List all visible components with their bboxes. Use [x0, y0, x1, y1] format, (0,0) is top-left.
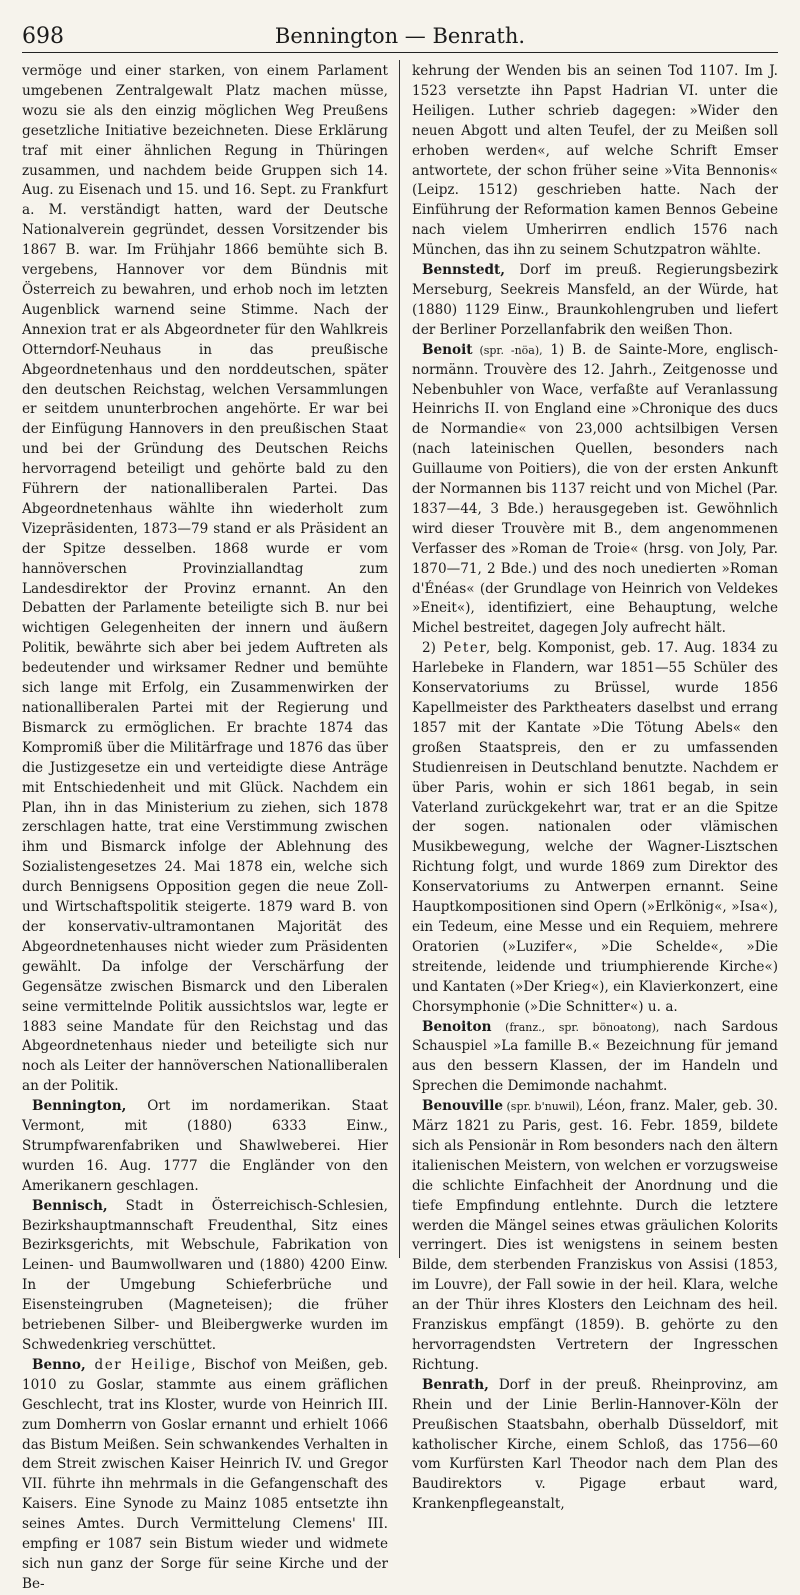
entry-headword: Benno,: [32, 1356, 86, 1373]
entry-number: 2): [422, 640, 436, 657]
page-header: [22, 18, 778, 53]
entry-headword: Bennington,: [32, 1098, 127, 1115]
entry-text: Bischof von Meißen, geb. 1010 zu Goslar, stammte aus einem gräflichen Geschlecht, trat ins Kloster, wurde von Heinrich III. zum Domherrn von Goslar ernannt und erhielt 1066 das Bistum Meißen. Sein schwankendes Verhalten in dem Streit zwischen Kaiser Heinrich IV. und Gregor VII. führte ihn mehrmals in die Gefangenschaft des Kaisers. Eine Synode zu Mainz 1085 entsetzte ihn seines Amtes. Durch Vermittelung Clemens' III. empfing er 1087 sein Bistum wieder und widmete sich nun ganz der Sorge für seine Kirche und der Be-: [22, 1356, 388, 1592]
entry-text: belg. Komponist, geb. 17. Aug. 1834 zu Harlebeke in Flandern, war 1851—55 Schüler des Konservatoriums zu Brüssel, wurde 1856 Kapellmeister des Parktheaters daselbst und errang 1857 mit der Kantate »Die Tötung Abels« den großen Staatspreis, den er zu umfassenden Studienreisen in Deutschland benutzte. Nachdem er über Paris, wohin er sich 1861 begab, in sein Vaterland zurückgekehrt war, trat er an die Spitze der sogen. nationalen oder vlämischen Musikbewegung, welche der Wagner-Lisztschen Richtung folgt, und wurde 1869 zum Direktor des Konservatoriums zu Antwerpen ernannt. Seine Hauptkompositionen sind Opern (»Erlkönig«, »Isa«), ein Tedeum, eine Messe und ein Requiem, mehrere Oratorien (»Luzifer«, »Die Schelde«, »Die streitende, leidende und triumphierende Kirche«) und Kantaten (»Der Krieg«), ein Klavierkonzert, eine Chorsymphonie (»Die Schnitter«) u. a.: [412, 640, 778, 1015]
entry-text: nach Sardous Schauspiel »La famille B.« Bezeichnung für jemand aus den bessern Klassen, der im Handeln und Sprechen die Demimonde nachahmt.: [412, 1018, 778, 1095]
entry-text: Léon, franz. Maler, geb. 30. März 1821 zu Paris, gest. 16. Febr. 1859, bildete sich als Pensionär in Rom besonders nach den ältern italienischen Meistern, von welchen er vorzugsweise die schlichte Einfachheit der Anordnung und die tiefe Empfindung entlehnte. Durch die letztere werden die Mängel seines etwas gräulichen Kolorits verringert. Dies ist wenigstens in seinem besten Bilde, dem sterbenden Franziskus von Assisi (1853, im Louvre), der Fall sowie in der heil. Klara, welche an der Thür ihres Klosters den Leichnam des heil. Franziskus empfängt (1859). B. gehörte zu den hervorragendsten Vertretern der Ingresschen Richtung.: [412, 1098, 778, 1373]
entry-text: Ort im nordamerikan. Staat Vermont, mit (1880) 6333 Einw., Strumpfwarenfabriken und Shawlweberei. Hier wurden 16. Aug. 1777 die Engländer von den Amerikanern geschlagen.: [22, 1098, 388, 1194]
right-column: [412, 62, 778, 1515]
entry-text: 1) B. de Sainte-More, englisch-normänn. Trouvère des 12. Jahrh., Zeitgenosse und Nebenbuhler von Wace, verfaßte auf Veranlassung Heinrichs II. von England eine »Chronique des ducs de Normandie« von 23,000 achtsilbigen Versen (nach lateinischen Quellen, besonders nach Guillaume von Poitiers), die von der ersten Ankunft der Normannen bis 1137 reicht und von Michel (Par. 1837—44, 3 Bde.) herausgegeben ist. Gewöhnlich wird dieser Trouvère mit B., dem angenommenen Verfasser des »Roman de Troie« (hrsg. von Joly, Par. 1870—71, 2 Bde.) und des noch unedierten »Roman d'Énéas« (der Grundlage von Heinrich von Veldekes »Eneit«), identifiziert, eine Behauptung, welche Michel bestreitet, dagegen Joly aufrecht hält.: [412, 341, 778, 637]
entry-bennstedt: [412, 261, 778, 341]
running-title: Bennington — Benrath.: [274, 24, 526, 48]
entry-bennington: [22, 1097, 388, 1197]
entry-headword: Benoiton: [422, 1018, 492, 1035]
entry-text: Dorf in der preuß. Rheinprovinz, am Rhein und der Linie Berlin-Hannover-Köln der Preußischen Staatsbahn, oberhalb Düsseldorf, mit katholischer Kirche, einem Schloß, das 1756—60 vom Kurfürsten Karl Theodor nach dem Plan des Baudirektors v. Pigage erbaut ward, Krankenpflegeanstalt,: [412, 1376, 778, 1513]
entry-headword: Bennisch,: [32, 1197, 108, 1214]
entry-headword: Benouville: [422, 1098, 504, 1115]
entry-headword: Benoit: [422, 341, 473, 358]
entry-benoiton: [412, 1018, 778, 1098]
continued-paragraph: kehrung der Wenden bis an seinen Tod 1107. Im J. 1523 versetzte ihn Papst Hadrian VI. unter die Heiligen. Luther schrieb dagegen: »Wider den neuen Abgott und alten Teufel, der zu Meißen soll erhoben werden«, auf welche Schrift Emser antwortete, der schon früher seine »Vita Bennonis« (Leipz. 1512) geschrieben hatte. Nach der Einführung der Reformation kamen Bennos Gebeine nach vielem Umherirren endlich 1576 nach München, das ihn zu seinem Schutzpatron wählte.: [412, 63, 778, 259]
entry-benoit-2: [412, 639, 778, 1017]
entry-benno: [22, 1356, 388, 1595]
column-divider: [399, 60, 400, 1258]
entry-name: Peter,: [435, 640, 492, 657]
entry-benoit: [412, 341, 778, 640]
entry-epithet: der Heilige,: [85, 1356, 198, 1373]
entry-text: Stadt in Österreichisch-Schlesien, Bezirkshauptmannschaft Freudenthal, Sitz eines Bezirksgerichts, mit Webschule, Fabrikation von Leinen- und Baumwollwaren und (1880) 4200 Einw. In der Umgebung Schieferbrüche und Eisensteingruben (Magneteisen); die früher betriebenen Silber- und Bleibergwerke wurden im Schwedenkrieg verschüttet.: [22, 1197, 388, 1353]
continued-paragraph: vermöge und einer starken, von einem Parlament umgebenen Zentralgewalt Platz machen müsse, wozu sie als den einzig möglichen Weg Preußens gesetzliche Initiative bezeichneten. Diese Erklärung traf mit einer ähnlichen Regung in Thüringen zusammen, und nachdem beide Gruppen sich 14. Aug. zu Eisenach und 15. und 16. Sept. zu Frankfurt a. M. verständigt hatten, ward der Deutsche Nationalverein gegründet, dessen Vorsitzender bis 1867 B. war. Im Frühjahr 1866 bemühte sich B. vergebens, Hannover vor dem Bündnis mit Österreich zu bewahren, und erhob noch im letzten Augenblick warnend seine Stimme. Nach der Annexion trat er als Abgeordneter für den Wahlkreis Otterndorf-Neuhaus in das preußische Abgeordnetenhaus und den norddeutschen, später den deutschen Reichstag, welchen Versammlungen er seitdem ununterbrochen angehörte. Er war bei der Einfügung Hannovers in den preußischen Staat und bei der Gründung des Deutschen Reichs hervorragend beteiligt und gehörte bald zu den Führern der nationalliberalen Partei. Das Abgeordnetenhaus wählte ihn wiederholt zum Vizepräsidenten, 1873—79 stand er als Präsident an der Spitze desselben. 1868 wurde er vom hannöverschen Provinziallandtag zum Landesdirektor der Provinz ernannt. An den Debatten der Parlamente beteiligte sich B. nur bei wichtigen Gelegenheiten der innern und äußern Politik, bewährte sich aber bei jedem Auftreten als bedeutender und wirksamer Redner und bemühte sich lange mit Erfolg, ein Zusammenwirken der nationalliberalen Partei mit der Regierung und Bismarck zu ermöglichen. Er brachte 1874 das Kompromiß über die Militärfrage und 1876 das über die Justizgesetze ein und verteidigte diese Anträge mit Entschiedenheit und mit Glück. Nachdem ein Plan, ihn in das Ministerium zu ziehen, sich 1878 zerschlagen hatte, trat eine Verstimmung zwischen ihm und Bismarck infolge der Ablehnung des Sozialistengesetzes 24. Mai 1878 ein, welche sich durch Bennigsens Opposition gegen die neue Zoll- und Wirtschaftspolitik steigerte. 1879 ward B. von der konservativ-ultramontanen Majorität des Abgeordnetenhauses nicht wieder zum Präsidenten gewählt. Da infolge der Verschärfung der Gegensätze zwischen Bismarck und den Liberalen seine vermittelnde Politik aussichtslos war, legte er 1883 seine Mandate für den Reichstag und das Abgeordnetenhaus nieder und beteiligte sich nur noch als Leiter der hannöverschen Nationalliberalen an der Politik.: [22, 63, 388, 1095]
entry-headword: Bennstedt,: [422, 262, 506, 279]
entry-headword: Benrath,: [422, 1376, 489, 1393]
left-column: [22, 62, 388, 1595]
entry-bennisch: [22, 1197, 388, 1356]
page-number: 698: [22, 24, 64, 49]
entry-pronunciation: (franz., spr. bönoatong),: [491, 1020, 660, 1034]
entry-benrath: [412, 1376, 778, 1515]
entry-pronunciation: (spr. -nöa),: [472, 343, 543, 357]
entry-benouville: [412, 1097, 778, 1376]
entry-text: Dorf im preuß. Regierungsbezirk Merseburg, Seekreis Mansfeld, an der Würde, hat (1880) 1129 Einw., Braunkohlengruben und liefert der Berliner Porzellanfabrik den weißen Thon.: [412, 262, 778, 338]
entry-pronunciation: (spr. b'nuwil),: [503, 1100, 584, 1114]
